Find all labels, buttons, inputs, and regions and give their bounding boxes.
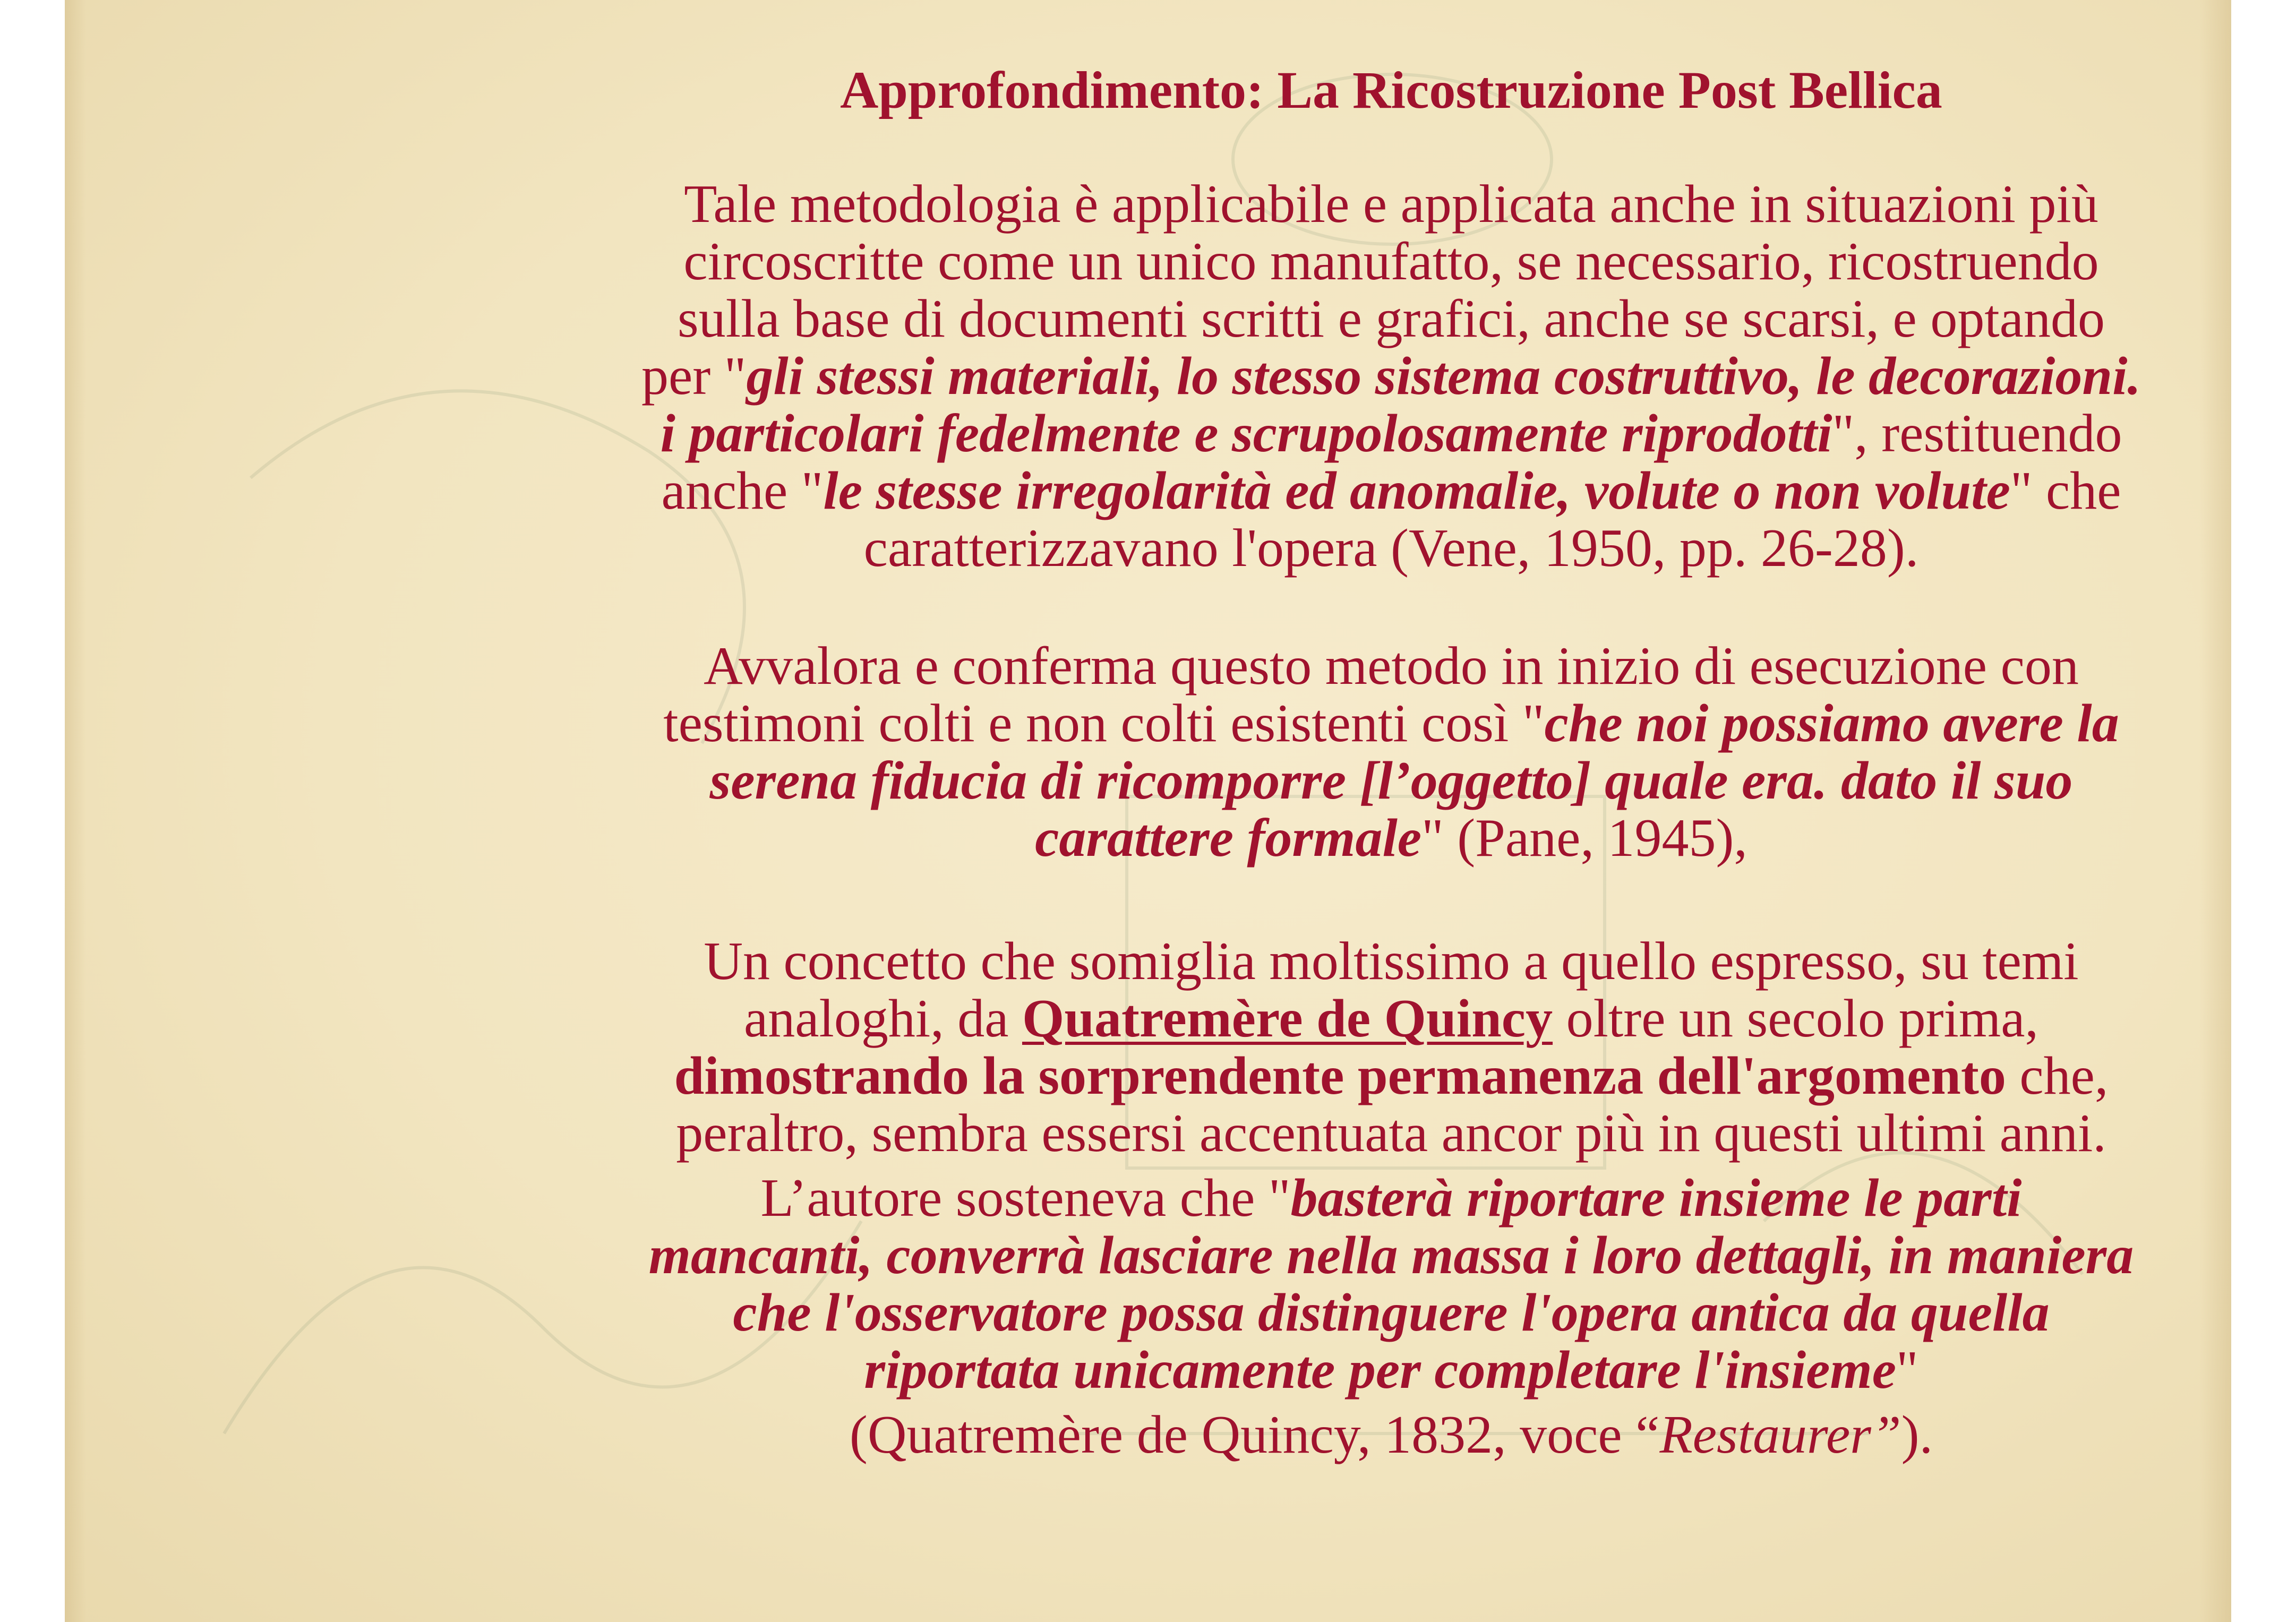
text-line: Avvalora e conferma questo metodo in inizio di esecuzione con	[704, 636, 2079, 696]
text-fragment: per "	[641, 346, 747, 406]
quotation: che l'osservatore possa distinguere l'opera antica da quella	[733, 1283, 2050, 1343]
text-fragment: (Quatremère de Quincy, 1832, voce “	[849, 1405, 1660, 1465]
text-line	[542, 1170, 2241, 1227]
text-line	[542, 695, 2241, 752]
text-line: circoscritte come un unico manufatto, se necessario, ricostruendo	[683, 231, 2099, 291]
text-fragment: " che	[2010, 461, 2121, 521]
text-line: caratterizzavano l'opera (Vene, 1950, pp. 26-28).	[863, 518, 1919, 578]
text-fragment: oltre un secolo prima,	[1553, 989, 2038, 1049]
citation	[542, 1406, 2241, 1464]
text-line	[542, 1048, 2241, 1105]
text-line	[542, 810, 2241, 867]
text-line	[542, 1342, 2241, 1399]
text-fragment: analoghi, da	[743, 989, 1022, 1049]
text-line: Un concetto che somiglia moltissimo a quello espresso, su temi	[704, 931, 2079, 991]
quotation: che noi possiamo avere la	[1544, 693, 2119, 753]
text-fragment: ).	[1901, 1405, 1933, 1465]
slide-title: Approfondimento: La Ricostruzione Post Bellica	[840, 61, 1942, 119]
paragraph-confirmation	[542, 638, 2241, 867]
quotation: mancanti, converrà lasciare nella massa i loro dettagli, in maniera	[648, 1225, 2134, 1285]
text-fragment: "	[1896, 1340, 1918, 1400]
paragraph-methodology	[542, 176, 2241, 577]
emphasis: dimostrando la sorprendente permanenza dell'argomento	[674, 1046, 2006, 1106]
cited-entry: Restaurer”	[1659, 1405, 1901, 1465]
text-line	[542, 1406, 2241, 1464]
paragraph-author-quote	[542, 1170, 2241, 1399]
text-line: sulla base di documenti scritti e grafici, anche se scarsi, e optando	[678, 289, 2105, 349]
text-line	[542, 405, 2241, 462]
quotation: carattere formale	[1035, 808, 1422, 868]
quotation: i particolari fedelmente e scrupolosamente riprodotti	[660, 404, 1832, 464]
text-fragment: L’autore sosteneva che "	[760, 1168, 1291, 1228]
text-fragment: testimoni colti e non colti esistenti così "	[663, 693, 1545, 753]
text-fragment: " (Pane, 1945),	[1421, 808, 1747, 868]
quotation: le stesse irregolarità ed anomalie, volute o non volute	[823, 461, 2010, 521]
quotation: riportata unicamente per completare l'insieme	[864, 1340, 1896, 1400]
quotation: serena fiducia di ricomporre [l’oggetto] quale era. dato il suo	[709, 751, 2073, 811]
text-line	[542, 990, 2241, 1048]
quotation: basterà riportare insieme le parti	[1290, 1168, 2022, 1228]
text-line	[542, 462, 2241, 520]
quotation: gli stessi materiali, lo stesso sistema costruttivo, le decorazioni.	[746, 346, 2141, 406]
paragraph-quatremere	[542, 933, 2241, 1162]
text-fragment: ", restituendo	[1832, 404, 2122, 464]
text-fragment: che,	[2006, 1046, 2109, 1106]
text-fragment: anche "	[661, 461, 824, 521]
quatremere-link[interactable]: Quatremère de Quincy	[1022, 989, 1553, 1049]
text-line: peraltro, sembra essersi accentuata ancor più in questi ultimi anni.	[676, 1103, 2106, 1163]
slide-content	[542, 50, 2241, 1464]
text-line: Tale metodologia è applicabile e applicata anche in situazioni più	[684, 174, 2098, 234]
text-line	[542, 348, 2241, 405]
